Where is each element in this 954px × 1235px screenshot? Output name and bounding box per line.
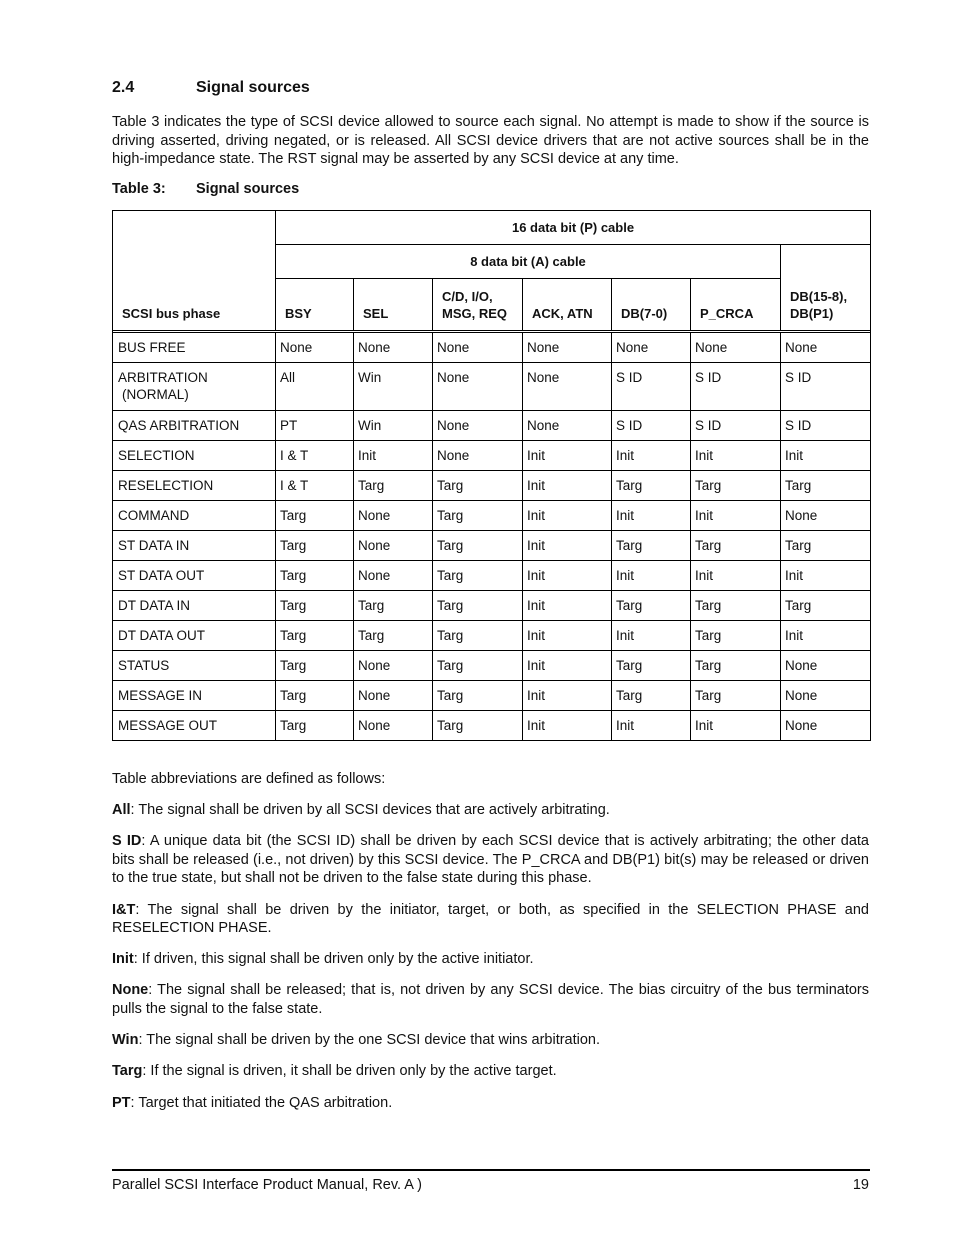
- table-row: [113, 621, 871, 651]
- abbreviation-definition: : The signal shall be driven by the initiator, target, or both, as specified in the SELECTION PHASE and RESELECTION PHASE.: [112, 901, 869, 937]
- table-caption-label: Table 3:: [112, 181, 166, 197]
- signal-cell: Targ: [691, 681, 781, 711]
- signal-cell: Targ: [276, 681, 354, 711]
- header-db70: DB(7-0): [612, 279, 691, 331]
- phase-label: MESSAGE OUT: [118, 718, 218, 733]
- header-8bit-cable: 8 data bit (A) cable: [276, 245, 781, 279]
- signal-cell: Targ: [276, 561, 354, 591]
- signal-cell: Targ: [354, 471, 433, 501]
- signal-cell: None: [354, 561, 433, 591]
- abbreviation-term: None: [112, 982, 149, 999]
- signal-cell: Targ: [612, 471, 691, 501]
- phase-label: SELECTION: [118, 448, 195, 463]
- signal-cell: Targ: [691, 621, 781, 651]
- phase-sublabel: (NORMAL): [122, 387, 189, 402]
- header-db158: [781, 245, 871, 331]
- signal-cell: Init: [523, 471, 612, 501]
- signal-cell: Targ: [276, 501, 354, 531]
- phase-label: STATUS: [118, 658, 170, 673]
- phase-cell: [113, 681, 276, 711]
- table-body: [113, 331, 871, 741]
- phase-cell: [113, 621, 276, 651]
- abbreviation-item: [112, 981, 869, 1018]
- signal-cell: None: [433, 363, 523, 411]
- abbreviation-item: [112, 1094, 869, 1113]
- header-cd-io: [433, 279, 523, 331]
- section-title: Signal sources: [196, 79, 310, 96]
- phase-cell: [113, 441, 276, 471]
- signal-cell: Init: [612, 621, 691, 651]
- signal-cell: Targ: [276, 621, 354, 651]
- phase-cell: [113, 531, 276, 561]
- signal-cell: None: [612, 333, 691, 363]
- signal-cell: Init: [523, 591, 612, 621]
- header-db158-line1: DB(15-8),: [790, 289, 848, 304]
- phase-cell: [113, 711, 276, 741]
- abbreviation-item: [112, 950, 869, 969]
- signal-cell: None: [781, 333, 871, 363]
- signal-cell: Targ: [433, 681, 523, 711]
- abbreviation-item: [112, 801, 869, 820]
- signal-cell: Init: [523, 651, 612, 681]
- footer-title: Parallel SCSI Interface Product Manual, Rev. A ): [112, 1177, 423, 1193]
- signal-cell: Targ: [433, 621, 523, 651]
- signal-cell: Init: [523, 711, 612, 741]
- abbreviation-term: Targ: [112, 1063, 143, 1080]
- signal-cell: None: [433, 441, 523, 471]
- signal-cell: None: [523, 333, 612, 363]
- phase-cell: [113, 471, 276, 501]
- signal-cell: None: [523, 363, 612, 411]
- signal-cell: None: [433, 333, 523, 363]
- table-row: [113, 591, 871, 621]
- signal-cell: Targ: [612, 531, 691, 561]
- signal-cell: None: [691, 333, 781, 363]
- signal-cell: Init: [781, 561, 871, 591]
- table-row: [113, 531, 871, 561]
- signal-cell: Targ: [433, 561, 523, 591]
- phase-label: ST DATA IN: [118, 538, 190, 553]
- signal-cell: None: [354, 711, 433, 741]
- phase-label: RESELECTION: [118, 478, 214, 493]
- table-row: [113, 411, 871, 441]
- phase-label: ARBITRATION: [118, 370, 208, 385]
- phase-cell: [113, 651, 276, 681]
- page-number: 19: [852, 1177, 869, 1193]
- section-number: 2.4: [112, 79, 135, 96]
- abbreviation-item: [112, 901, 869, 938]
- signal-cell: Targ: [276, 711, 354, 741]
- signal-cell: Targ: [276, 651, 354, 681]
- signal-cell: Init: [691, 561, 781, 591]
- signal-cell: S ID: [612, 411, 691, 441]
- table-caption: [112, 181, 299, 197]
- signal-cell: None: [433, 411, 523, 441]
- phase-cell: [113, 411, 276, 441]
- signal-cell: Targ: [781, 591, 871, 621]
- abbreviation-definition: : Target that initiated the QAS arbitration.: [130, 1094, 393, 1111]
- signal-cell: None: [276, 333, 354, 363]
- signal-sources-table: [112, 210, 871, 741]
- header-pcrca: P_CRCA: [691, 279, 781, 331]
- abbrev-intro: Table abbreviations are defined as follows:: [112, 771, 386, 787]
- abbreviation-term: Win: [112, 1032, 139, 1049]
- signal-cell: Targ: [354, 591, 433, 621]
- table-row: [113, 681, 871, 711]
- signal-cell: I & T: [276, 441, 354, 471]
- header-sel: SEL: [354, 279, 433, 331]
- abbreviation-term: All: [112, 802, 131, 819]
- signal-cell: None: [354, 531, 433, 561]
- signal-cell: Targ: [691, 591, 781, 621]
- signal-cell: Init: [523, 681, 612, 711]
- abbreviation-definition: : The signal shall be driven by all SCSI devices that are actively arbitrating.: [130, 802, 610, 819]
- section-heading: [112, 79, 310, 97]
- signal-cell: Init: [354, 441, 433, 471]
- table-row: [113, 363, 871, 411]
- table-row: [113, 561, 871, 591]
- phase-label: MESSAGE IN: [118, 688, 203, 703]
- table-row: [113, 711, 871, 741]
- signal-cell: Win: [354, 411, 433, 441]
- signal-cell: S ID: [781, 363, 871, 411]
- abbreviation-definition: : The signal shall be driven by the one SCSI device that wins arbitration.: [138, 1032, 601, 1049]
- abbreviation-term: I&T: [112, 901, 136, 918]
- signal-cell: S ID: [691, 363, 781, 411]
- phase-label: BUS FREE: [118, 340, 186, 355]
- intro-paragraph: Table 3 indicates the type of SCSI device allowed to source each signal. No attempt is made to show if the source is driving asserted, driving negated, or is released. All SCSI device drivers that are not active sources shall be in the high-impedance state. The RST signal may be asserted by any SCSI device at any time.: [112, 114, 869, 167]
- phase-cell: [113, 363, 276, 411]
- signal-cell: Init: [523, 441, 612, 471]
- signal-cell: Targ: [612, 651, 691, 681]
- abbreviation-notes: [112, 770, 869, 1125]
- abbreviation-definition: : If driven, this signal shall be driven only by the active initiator.: [133, 951, 534, 968]
- signal-cell: None: [523, 411, 612, 441]
- phase-label: ST DATA OUT: [118, 568, 205, 583]
- signal-cell: Targ: [354, 621, 433, 651]
- header-bsy: BSY: [276, 279, 354, 331]
- table-row: [113, 501, 871, 531]
- signal-cell: Init: [612, 711, 691, 741]
- signal-cell: Targ: [433, 711, 523, 741]
- abbreviation-item: [112, 832, 869, 888]
- signal-cell: Targ: [433, 471, 523, 501]
- table-caption-title: Signal sources: [196, 181, 300, 197]
- phase-cell: [113, 501, 276, 531]
- signal-cell: Init: [781, 441, 871, 471]
- signal-cell: Targ: [781, 531, 871, 561]
- phase-label: COMMAND: [118, 508, 190, 523]
- signal-cell: Targ: [691, 651, 781, 681]
- signal-cell: None: [781, 501, 871, 531]
- table-row: [113, 333, 871, 363]
- signal-cell: Targ: [433, 501, 523, 531]
- abbreviation-definition: : The signal shall be released; that is, not driven by any SCSI device. The bias circuitry of the bus terminators pulls the signal to the false state.: [112, 982, 869, 1017]
- abbreviation-item: [112, 1031, 869, 1050]
- signal-cell: Init: [523, 531, 612, 561]
- phase-cell: [113, 561, 276, 591]
- signal-cell: Init: [781, 621, 871, 651]
- signal-cell: Init: [691, 711, 781, 741]
- phase-cell: [113, 591, 276, 621]
- signal-cell: All: [276, 363, 354, 411]
- phase-cell: [113, 333, 276, 363]
- abbreviation-list: [112, 801, 869, 1112]
- signal-cell: Init: [691, 501, 781, 531]
- abbreviation-term: PT: [112, 1094, 131, 1111]
- signal-cell: Win: [354, 363, 433, 411]
- signal-cell: Init: [523, 561, 612, 591]
- signal-cell: None: [354, 651, 433, 681]
- phase-label: DT DATA OUT: [118, 628, 206, 643]
- header-16bit-cable: 16 data bit (P) cable: [276, 211, 871, 245]
- signal-cell: None: [354, 333, 433, 363]
- signal-cell: Targ: [691, 531, 781, 561]
- signal-cell: Init: [523, 501, 612, 531]
- phase-label: DT DATA IN: [118, 598, 191, 613]
- signal-cell: S ID: [612, 363, 691, 411]
- header-scsi-bus-phase: SCSI bus phase: [113, 211, 276, 331]
- signal-cell: S ID: [781, 411, 871, 441]
- signal-cell: None: [354, 681, 433, 711]
- abbreviation-term: S ID: [112, 833, 142, 850]
- header-cd-line1: C/D, I/O,: [442, 289, 493, 304]
- signal-cell: None: [354, 501, 433, 531]
- table-row: [113, 441, 871, 471]
- signal-cell: Init: [523, 621, 612, 651]
- signal-cell: Targ: [612, 591, 691, 621]
- header-db158-line2: DB(P1): [790, 306, 834, 321]
- signal-cell: Targ: [691, 471, 781, 501]
- abbreviation-term: Init: [112, 951, 134, 968]
- abbreviation-definition: : If the signal is driven, it shall be driven only by the active target.: [142, 1063, 557, 1080]
- signal-cell: Targ: [433, 591, 523, 621]
- header-ack-atn: ACK, ATN: [523, 279, 612, 331]
- header-cd-line2: MSG, REQ: [442, 306, 508, 321]
- signal-cell: None: [781, 711, 871, 741]
- abbreviation-item: [112, 1062, 869, 1081]
- signal-cell: Init: [612, 501, 691, 531]
- signal-cell: Targ: [433, 531, 523, 561]
- abbreviation-definition: : A unique data bit (the SCSI ID) shall be driven by each SCSI device that is actively arbitrating; the other data bits shall be released (i.e., not driven) by this SCSI device. The P_CRCA and DB(P1) bit(s) may be released or driven to the true state, but shall not be driven to the false state during this phase.: [112, 833, 869, 887]
- signal-cell: Targ: [612, 681, 691, 711]
- table-row: [113, 651, 871, 681]
- signal-cell: PT: [276, 411, 354, 441]
- signal-cell: Targ: [433, 651, 523, 681]
- signal-cell: Targ: [276, 531, 354, 561]
- signal-cell: I & T: [276, 471, 354, 501]
- table-row: [113, 471, 871, 501]
- signal-cell: Targ: [276, 591, 354, 621]
- phase-label: QAS ARBITRATION: [118, 418, 240, 433]
- signal-cell: None: [781, 651, 871, 681]
- footer-rule: [112, 1169, 870, 1171]
- signal-cell: S ID: [691, 411, 781, 441]
- signal-cell: None: [781, 681, 871, 711]
- signal-cell: Init: [691, 441, 781, 471]
- signal-cell: Targ: [781, 471, 871, 501]
- signal-cell: Init: [612, 441, 691, 471]
- signal-cell: Init: [612, 561, 691, 591]
